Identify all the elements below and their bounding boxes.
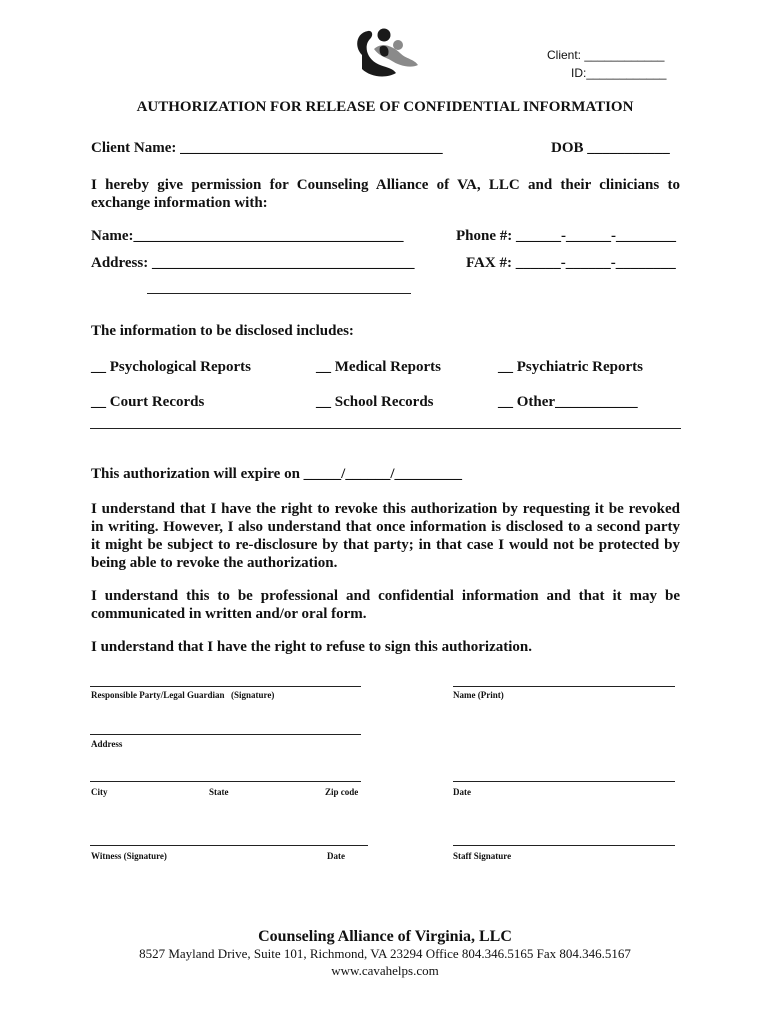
staff-signature-line[interactable] <box>453 845 675 846</box>
responsible-party-signature-line[interactable] <box>90 686 361 687</box>
medical-reports-option[interactable]: __ Medical Reports <box>316 359 441 375</box>
confidential-statement: I understand this to be professional and confidential information and that it may be communicated in written and/or oral form. <box>91 588 680 622</box>
footer-org-name: Counseling Alliance of Virginia, LLC <box>258 928 512 945</box>
witness-date-label: Date <box>327 851 345 861</box>
footer-address: 8527 Mayland Drive, Suite 101, Richmond, VA 23294 Office 804.346.5165 Fax 804.346.5167 <box>139 946 631 961</box>
name-print-line[interactable] <box>453 686 675 687</box>
signature-label: (Signature) <box>231 690 275 700</box>
fax-field[interactable]: FAX #: ______-______-________ <box>466 255 676 271</box>
date-label: Date <box>453 787 471 797</box>
id-field[interactable]: ID:____________ <box>571 66 667 80</box>
name-print-label: Name (Print) <box>453 690 504 700</box>
client-name-field[interactable]: Client Name: ___________________________________ <box>91 140 443 156</box>
witness-signature-line[interactable] <box>90 845 368 846</box>
disclosure-heading: The information to be disclosed includes: <box>91 323 354 339</box>
other-option[interactable]: __ Other___________ <box>498 394 638 410</box>
client-field[interactable]: Client: ____________ <box>547 48 665 62</box>
address-label: Address <box>91 739 123 749</box>
phone-field[interactable]: Phone #: ______-______-________ <box>456 228 676 244</box>
school-records-option[interactable]: __ School Records <box>316 394 434 410</box>
responsible-party-label: Responsible Party/Legal Guardian <box>91 690 225 700</box>
city-label: City <box>91 787 108 797</box>
state-label: State <box>209 787 229 797</box>
expiration-date-field[interactable]: This authorization will expire on _____/______/_________ <box>91 466 462 482</box>
refuse-statement: I understand that I have the right to refuse to sign this authorization. <box>91 639 532 655</box>
footer-website: www.cavahelps.com <box>331 963 439 978</box>
zip-label: Zip code <box>325 787 359 797</box>
staff-signature-label: Staff Signature <box>453 851 512 861</box>
address-signature-line[interactable] <box>90 734 361 735</box>
city-state-zip-line[interactable] <box>90 781 361 782</box>
address-line-2[interactable] <box>147 293 411 294</box>
revoke-statement: I understand that I have the right to revoke this authorization by requesting it be revoked in writing. However, I also understand that once information is disclosed to a second party it might be subject to re-disclosure by that party; in that case I would not be protected by being able to revoke the authorization. <box>91 501 680 571</box>
psychological-reports-option[interactable]: __ Psychological Reports <box>91 359 251 375</box>
section-divider <box>90 428 681 429</box>
document-title: AUTHORIZATION FOR RELEASE OF CONFIDENTIAL INFORMATION <box>136 99 634 115</box>
witness-label: Witness (Signature) <box>91 851 167 861</box>
dob-field[interactable]: DOB ___________ <box>551 140 670 156</box>
people-embrace-logo-icon <box>352 25 422 79</box>
court-records-option[interactable]: __ Court Records <box>91 394 205 410</box>
recipient-address-field[interactable]: Address: ___________________________________ <box>91 255 415 271</box>
recipient-name-field[interactable]: Name:____________________________________ <box>91 228 404 244</box>
permission-statement: I hereby give permission for Counseling Alliance of VA, LLC and their clinicians to exchange information with: <box>91 177 680 211</box>
date-line[interactable] <box>453 781 675 782</box>
psychiatric-reports-option[interactable]: __ Psychiatric Reports <box>498 359 643 375</box>
